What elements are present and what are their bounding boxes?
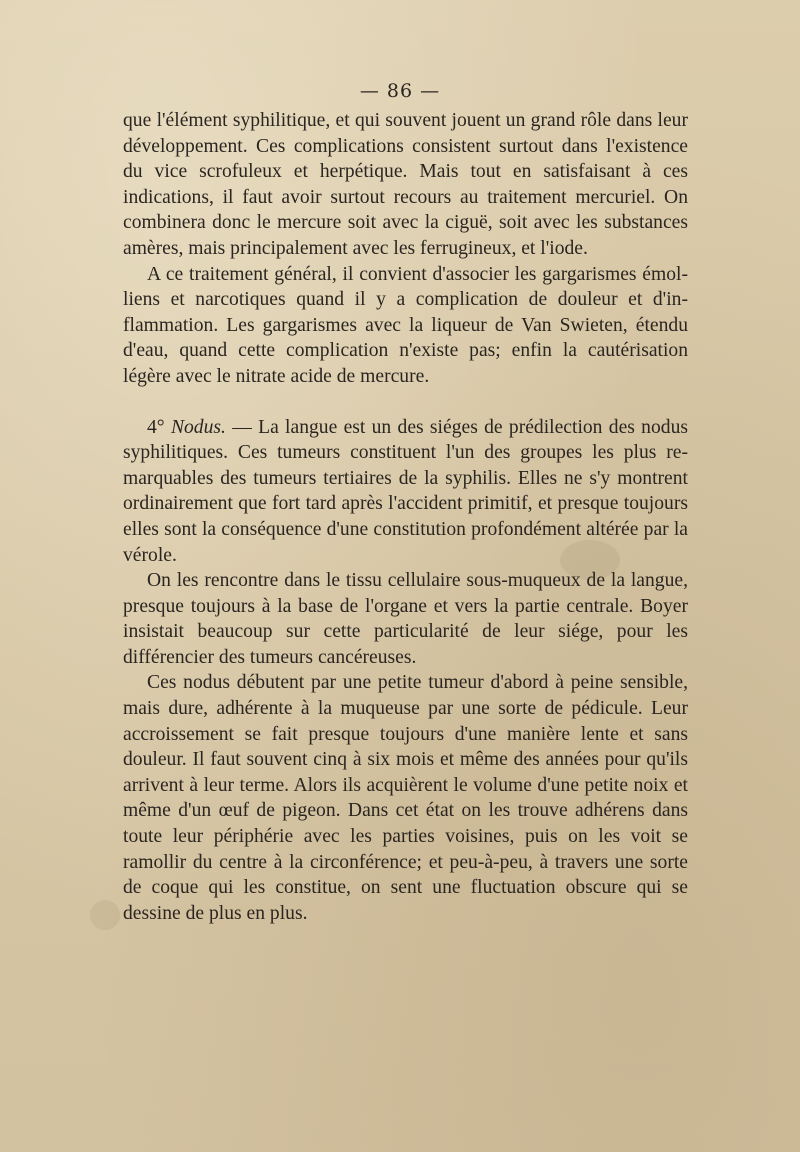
section-title: Nodus.	[170, 416, 226, 438]
paragraph: Ces nodus débutent par une petite tumeur d'abord à peine sensible, mais dure, adhérente à la muqueuse par une sorte de pédicule. Leur accroissement se fait presque toujours d'une manière lente et sans douleur. Il faut souvent cinq à six mois et même des années pour qu'ils arrivent à leur terme. Alors ils acquièrent le volume d'une petite noix et même d'un œuf de pigeon. Dans cet état on les trouve adhérens dans toute leur périphérie avec les parties voisines, puis on les voit se ramollir du centre à la circonférence; et peu-à-peu, à travers une sorte de coque qui les constitue, on sent une fluctuation obscure qui se dessine de plus en plus.	[123, 672, 688, 924]
body-text	[123, 108, 688, 926]
paragraph: On les rencontre dans le tissu cellulaire sous-muqueux de la langue, presque toujours à la base de l'organe et vers la partie centrale. Boyer insistait beaucoup sur cette particularité de leur siége, pour les différencier des tumeurs cancéreuses.	[123, 570, 688, 668]
paragraph-text: — La langue est un des siéges de prédilection des nodus syphilitiques. Ces tumeurs constituent l'un des groupes les plus remarquables des tumeurs tertiaires de la syphilis. Elles ne s'y montrent ordinairement que fort tard après l'accident primitif, et presque toujours elles sont la conséquence d'une constitution profondément altérée par la vérole.	[123, 416, 688, 566]
page-number: — 86 —	[359, 80, 441, 102]
paragraph: que l'élément syphilitique, et qui souvent jouent un grand rôle dans leur développement. Ces complications consistent surtout dans l'existence du vice scrofuleux et herpétique. Mais tout en satisfaisant à ces indications, il faut avoir surtout recours au traitement mercuriel. On combinera donc le mercure soit avec la ciguë, soit avec les substances amères, mais principalement avec les ferrugineux, et l'iode.	[123, 110, 688, 259]
section-paragraph	[123, 415, 688, 569]
section-number: 4°	[147, 416, 165, 438]
paper-stain	[90, 900, 120, 930]
paragraph: A ce traitement général, il convient d'associer les gargarismes émolliens et narcotiques quand il y a complication de douleur et d'inflammation. Les gargarismes avec la liqueur de Van Swieten, étendu d'eau, quand cette complication n'existe pas; enfin la cautérisation légère avec le nitrate acide de mercure.	[123, 263, 688, 387]
